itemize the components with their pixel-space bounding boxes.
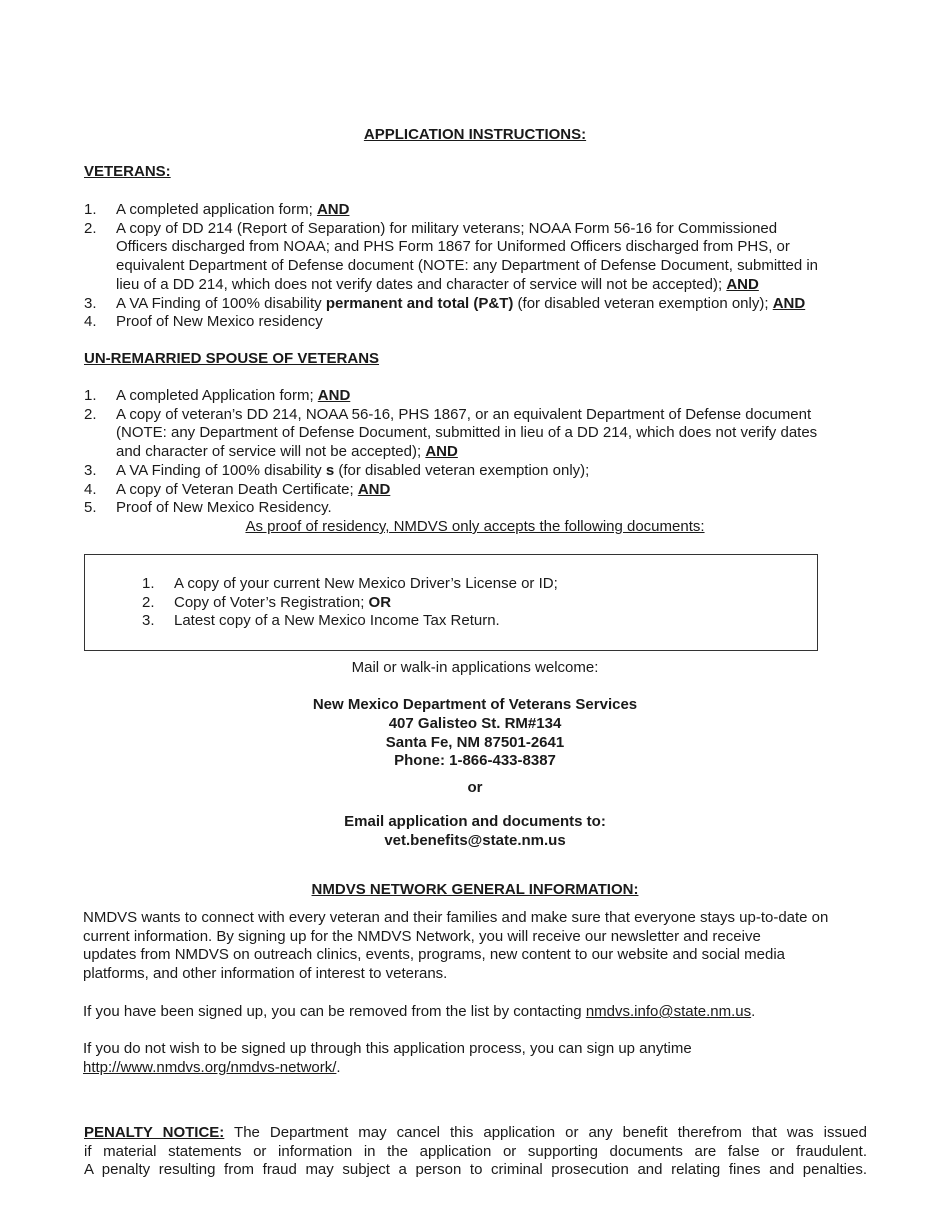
network-heading: NMDVS NETWORK GENERAL INFORMATION: [311,881,639,898]
list-item [84,462,884,481]
item-text: A copy of Veteran Death Certificate; [116,480,358,498]
residency-proof-note: As proof of residency, NMDVS only accepts the following documents: [245,518,705,535]
page-title: APPLICATION INSTRUCTIONS: [363,126,587,143]
list-item-line [116,201,884,220]
list-item-line [116,276,884,295]
email-label: Email application and documents to: [344,813,606,830]
list-number: 1. [84,201,97,218]
item-text: and character of service will not be accepted); [116,443,426,461]
network-para1-line: NMDVS wants to connect with every veteran and their families and make sure that everyone stays up-to-date on [83,909,829,926]
emphasis-text: AND [772,294,806,312]
item-text: Officers discharged from NOAA; and PHS Form 1867 for Uniformed Officers discharged from PHS, or [116,238,790,256]
item-text: A copy of DD 214 (Report of Separation) for military veterans; NOAA Form 56-16 for Commissioned [116,219,778,237]
list-number: 1. [142,575,155,592]
address-org: New Mexico Department of Veterans Services [312,696,638,713]
signup-text: If you do not wish to be signed up through this application process, you can sign up anytime [83,1040,692,1057]
veterans-requirements-list [84,201,884,332]
list-item [142,594,558,613]
residency-documents-list [142,575,558,631]
address-phone: Phone: 1-866-433-8387 [394,752,556,769]
list-item-line [116,443,884,462]
penalty-notice [84,1124,867,1180]
network-paragraph-3 [83,1040,903,1077]
list-item [84,406,884,462]
item-text: Proof of New Mexico Residency. [116,499,332,517]
emphasis-text: OR [368,593,392,611]
list-number: 3. [84,294,97,312]
list-item-line [116,481,884,500]
list-item-line [116,424,884,443]
penalty-line-2: if material statements or information in the application or supporting documents are false or fraudulent. [84,1142,867,1160]
period: . [751,1003,756,1020]
item-text: A completed Application form; [116,387,318,404]
list-item [84,201,884,220]
network-paragraph-1 [83,909,883,984]
emphasis-text: AND [357,480,391,498]
emphasis-text: AND [425,443,458,461]
unsubscribe-email-link[interactable]: nmdvs.info@state.nm.us [585,1003,752,1020]
item-text: Proof of New Mexico residency [116,313,323,331]
list-item-line [116,295,884,314]
spouse-heading: UN-REMARRIED SPOUSE OF VETERANS [84,350,380,367]
item-text: A VA Finding of 100% disability [116,294,326,312]
list-item-line [116,406,884,425]
list-item-line [174,575,558,594]
list-item-line [174,612,558,631]
item-text: (for disabled veteran exemption only); [334,461,590,479]
penalty-line-1 [84,1124,867,1143]
list-item [84,295,884,314]
list-item [84,220,884,295]
list-number: 2. [84,405,97,423]
list-item-line [116,220,884,239]
list-item-line [116,238,884,257]
list-item [84,499,884,518]
emphasis-text: permanent and total (P&T) [325,294,514,312]
penalty-text: The Department may cancel this application or any benefit therefrom that was issued [234,1124,867,1141]
item-text: A copy of your current New Mexico Driver’s License or ID; [174,575,558,592]
or-label: or [467,779,483,796]
list-item [142,612,558,631]
network-para1-line: platforms, and other information of interest to veterans. [83,965,448,983]
item-text: A VA Finding of 100% disability [116,461,326,479]
list-item-line [116,499,884,518]
list-number: 4. [84,480,97,498]
address-street: 407 Galisteo St. RM#134 [388,715,562,732]
network-para1-line: current information. By signing up for the NMDVS Network, you will receive our newsletter and receive [83,927,761,945]
item-text: A copy of veteran’s DD 214, NOAA 56-16, PHS 1867, or an equivalent Department of Defense document [116,405,812,423]
item-text: A completed application form; [116,201,317,218]
list-item [84,481,884,500]
list-item-line [116,387,884,406]
list-number: 4. [84,313,97,331]
emphasis-text: AND [726,275,759,293]
list-item-line [116,313,884,332]
list-number: 2. [142,593,155,611]
residency-documents-box [84,554,818,651]
address-city: Santa Fe, NM 87501-2641 [385,734,565,751]
spouse-requirements-list [84,387,884,518]
emphasis-text: AND [317,387,351,404]
emphasis-text: s [325,461,335,479]
item-text: (NOTE: any Department of Defense Document, submitted in lieu of a DD 214, which does not verify dates [116,424,818,442]
list-item-line [116,462,884,481]
item-text: Copy of Voter’s Registration; [174,593,369,611]
mail-intro: Mail or walk-in applications welcome: [351,659,599,676]
item-text: lieu of a DD 214, which does not verify dates and character of service will not be accepted); [116,275,727,293]
period: . [336,1058,341,1076]
list-item-line [174,594,558,613]
list-number: 5. [84,499,97,517]
network-paragraph-2 [83,1003,903,1022]
email-address: vet.benefits@state.nm.us [384,832,566,849]
list-number: 2. [84,219,97,237]
network-signup-link[interactable]: http://www.nmdvs.org/nmdvs-network/ [83,1058,337,1076]
item-text: Latest copy of a New Mexico Income Tax Return. [174,612,500,630]
emphasis-text: AND [316,201,350,218]
list-item [84,387,884,406]
penalty-line-3: A penalty resulting from fraud may subject a person to criminal prosecution and relating fines and penalties. [84,1161,867,1179]
penalty-label: PENALTY NOTICE: [84,1124,225,1141]
list-number: 3. [84,461,97,479]
list-item-line [116,257,884,276]
network-para1-line: updates from NMDVS on outreach clinics, events, programs, new content to our website and social media [83,946,786,964]
list-number: 3. [142,612,155,630]
list-item [84,313,884,332]
list-item [142,575,558,594]
veterans-heading: VETERANS: [84,163,171,180]
unsubscribe-text: If you have been signed up, you can be removed from the list by contacting [83,1003,586,1020]
list-number: 1. [84,387,97,404]
item-text: equivalent Department of Defense document (NOTE: any Department of Defense Document, submitted in [116,257,819,275]
item-text: (for disabled veteran exemption only); [513,294,773,312]
